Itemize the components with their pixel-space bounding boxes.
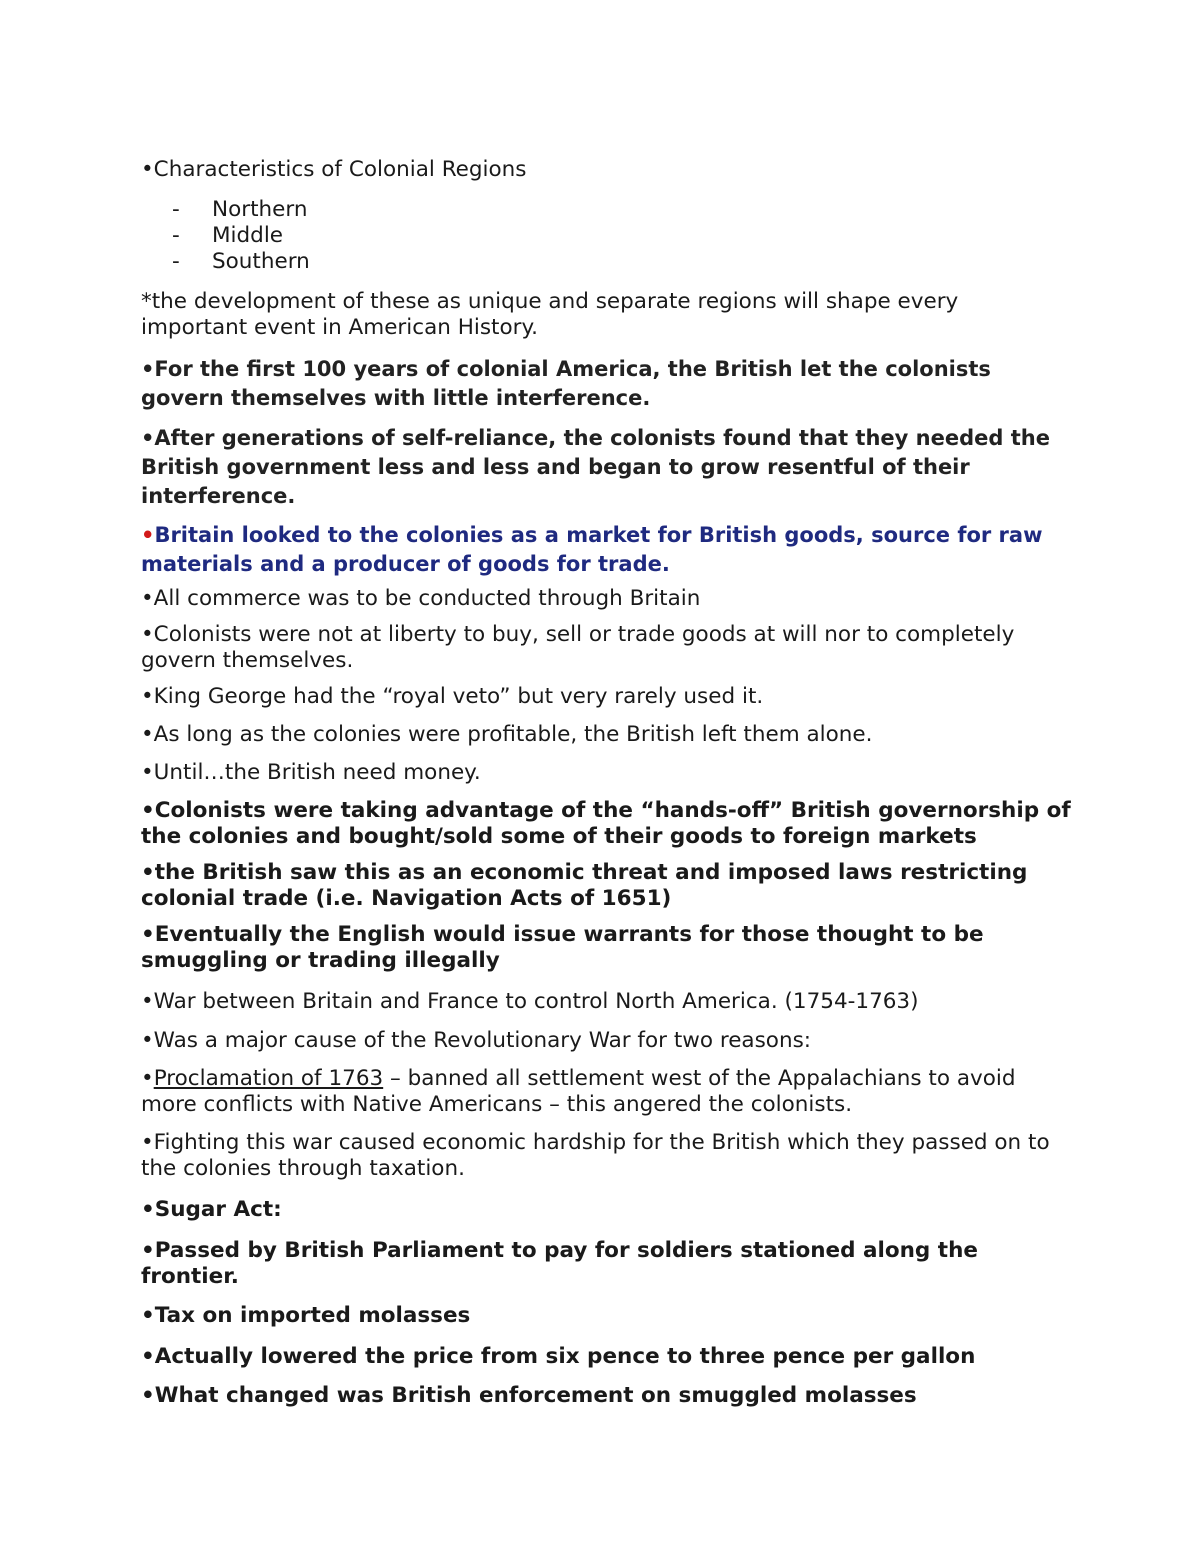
paragraph-enforcement: •What changed was British enforcement on smuggled molasses (141, 1383, 917, 1408)
paragraph-hands-off: •Colonists were taking advantage of the “hands-off” British governorship of the colonies and bought/sold some of their goods to foreign markets (141, 798, 1071, 849)
paragraph-passed-parliament: •Passed by British Parliament to pay for soldiers stationed along the frontier. (141, 1238, 978, 1289)
paragraph-self-reliance: •After generations of self-reliance, the colonists found that they needed the British government less and less and began to grow resentful of their interference. (141, 426, 1050, 508)
paragraph-lowered-price: •Actually lowered the price from six pence to three pence per gallon (141, 1344, 976, 1369)
paragraph-warrants: •Eventually the English would issue warrants for those thought to be smuggling or trading illegally (141, 922, 984, 973)
paragraph-first-100-years: •For the first 100 years of colonial America, the British let the colonists govern themselves with little interference. (141, 357, 991, 410)
region-label: Southern (212, 249, 310, 274)
region-item-northern: - Northern (172, 197, 308, 222)
paragraph-until: •Until…the British need money. (141, 760, 481, 785)
region-item-middle: - Middle (172, 223, 284, 248)
paragraph-tax-molasses: •Tax on imported molasses (141, 1303, 471, 1328)
paragraph-commerce: •All commerce was to be conducted through Britain (141, 586, 701, 611)
proclamation-text: – banned all settlement west of the Appalachians to avoid more conflicts with Native Americans – this angered the colonists. (141, 1066, 1016, 1117)
proclamation-title: Proclamation of 1763 (153, 1066, 384, 1091)
paragraph-economic-threat: •the British saw this as an economic threat and imposed laws restricting colonial trade (i.e. Navigation Acts of 1651) (141, 860, 1028, 911)
bullet: • (141, 523, 155, 547)
region-label: Middle (212, 223, 284, 248)
paragraph-hardship: •Fighting this war caused economic hardship for the British which they passed on to the colonies through taxation. (141, 1130, 1050, 1181)
paragraph-britain-market-text: Britain looked to the colonies as a market for British goods, source for raw materials and a producer of goods for trade. (141, 523, 1043, 576)
paragraph-major-cause: •Was a major cause of the Revolutionary War for two reasons: (141, 1028, 812, 1053)
section-heading: •Characteristics of Colonial Regions (141, 157, 527, 182)
region-item-southern: - Southern (172, 249, 310, 274)
paragraph-britain-market (141, 521, 1071, 579)
region-label: Northern (212, 197, 308, 222)
paragraph-war: •War between Britain and France to control North America. (1754-1763) (141, 989, 919, 1014)
paragraph-liberty: •Colonists were not at liberty to buy, sell or trade goods at will nor to completely govern themselves. (141, 622, 1015, 673)
paragraph-profitable: •As long as the colonies were profitable, the British left them alone. (141, 722, 873, 747)
bullet: • (141, 1066, 154, 1091)
paragraph-king-george: •King George had the “royal veto” but very rarely used it. (141, 684, 764, 709)
regions-note: *the development of these as unique and separate regions will shape every important event in American History. (141, 289, 959, 340)
paragraph-proclamation (141, 1066, 1071, 1118)
paragraph-sugar-act: •Sugar Act: (141, 1197, 282, 1222)
